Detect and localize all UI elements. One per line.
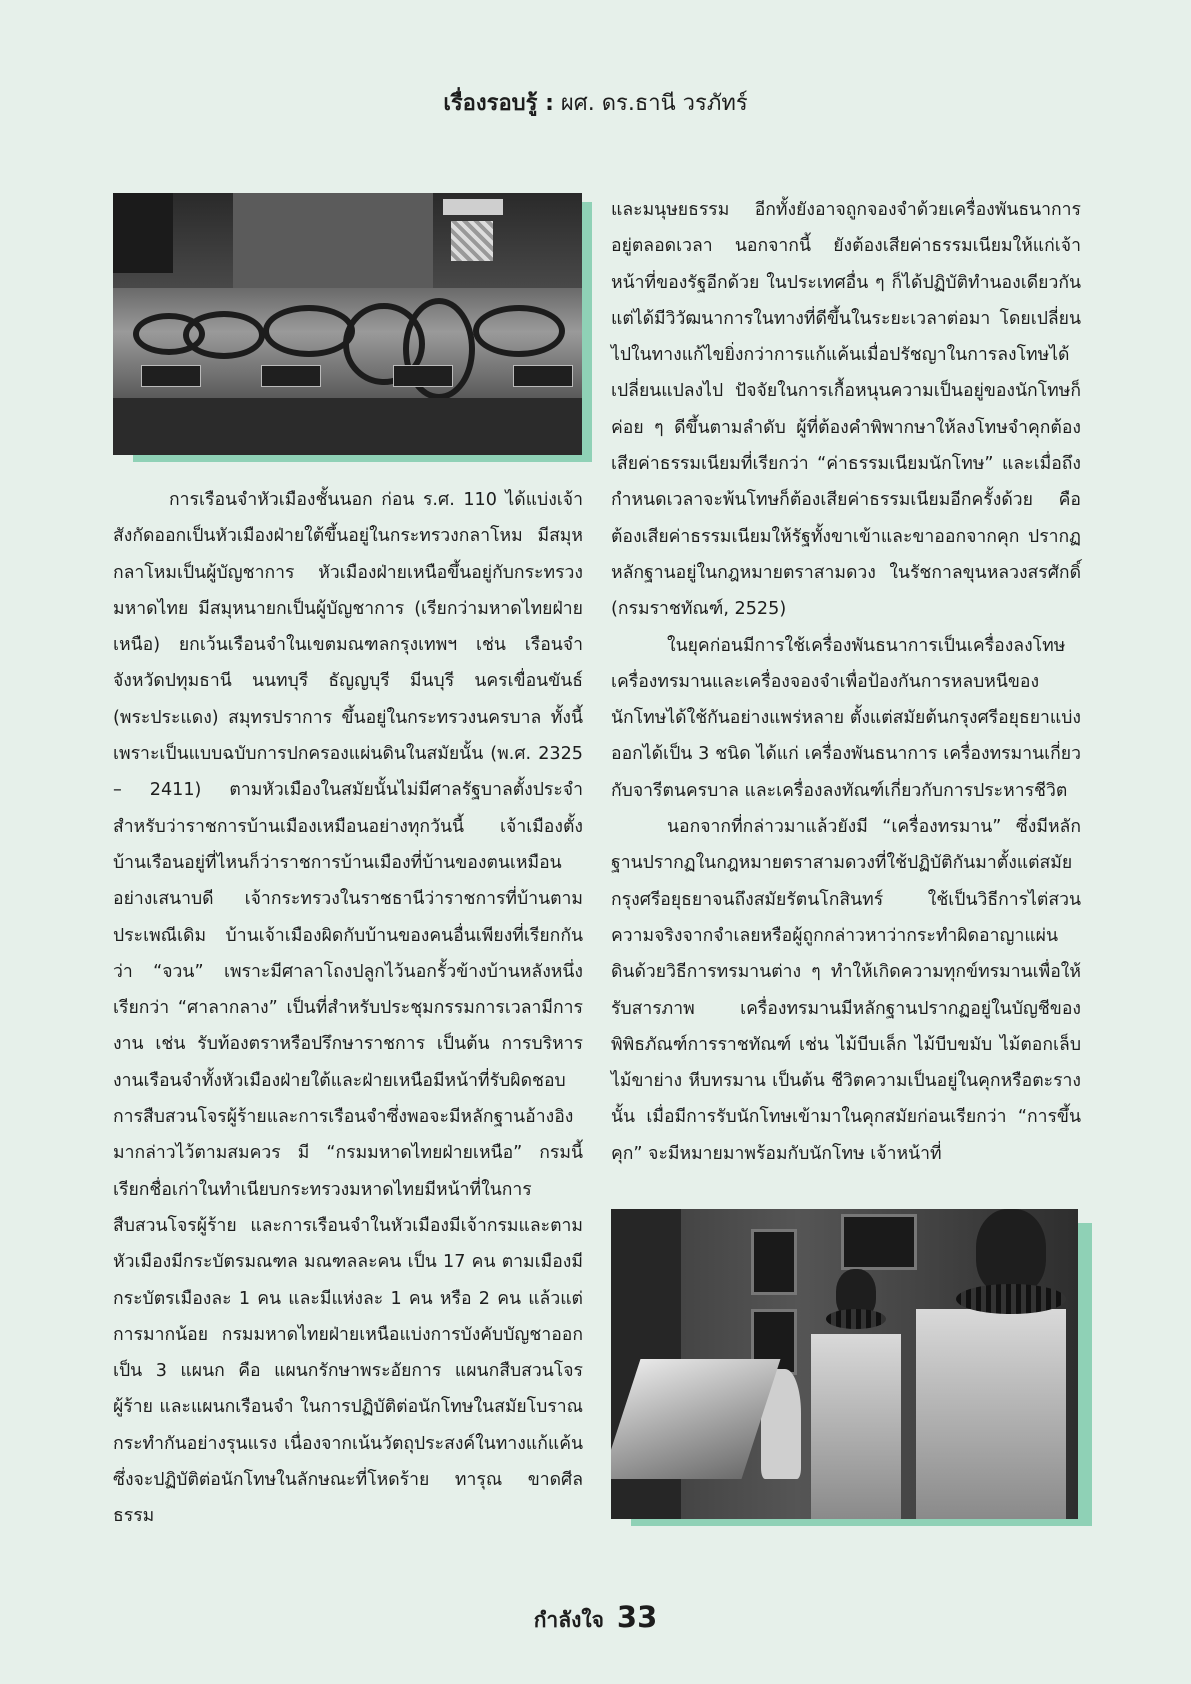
photo-bust-collar: [826, 1309, 886, 1329]
photo-bust-collar: [956, 1284, 1066, 1314]
page-header: [0, 88, 1191, 120]
photo-chair: [113, 193, 173, 273]
magazine-name: กำลังใจ: [533, 1608, 604, 1632]
photo-chains-exhibit: [113, 193, 582, 455]
article-left-column: [113, 482, 583, 1535]
exhibit-label: [513, 365, 573, 387]
photo-cabinet-base: [113, 398, 582, 455]
chain-ring: [183, 311, 265, 359]
photo-busts-exhibit: [611, 1209, 1078, 1519]
author-name: ผศ. ดร.ธานี วรภัทร์: [560, 91, 748, 116]
photo-bust-head: [976, 1209, 1046, 1294]
article-right-column: [611, 192, 1081, 1172]
photo-wall-frame: [841, 1214, 917, 1270]
photo-panel: [233, 193, 433, 288]
article-paragraph: นอกจากที่กล่าวมาแล้วยังมี “เครื่องทรมาน” ซึ่งมีหลักฐานปรากฏในกฎหมายตราสามดวงที่ใช้ปฏิบัติกันมาตั้งแต่สมัยกรุงศรีอยุธยาจนถึงสมัยรัตนโกสินทร์ ใช้เป็นวิธีการไต่สวนความจริงจากจำเลยหรือผู้ถูกกล่าวหาว่ากระทำผิดอาญาแผ่นดินด้วยวิธีการทรมานต่าง ๆ ทำให้เกิดความทุกข์ทรมานเพื่อให้รับสารภาพ เครื่องทรมานมีหลักฐานปรากฏอยู่ในบัญชีของพิพิธภัณฑ์การราชทัณฑ์ เช่น ไม้บีบเล็ก ไม้บีบขมับ ไม้ตอกเล็บ ไม้ขาย่าง หีบทรมาน เป็นต้น ชีวิตความเป็นอยู่ในคุกหรือตะรางนั้น เมื่อมีการรับนักโทษเข้ามาในคุกสมัยก่อนเรียกว่า “การขึ้นคุก” จะมีหมายมาพร้อมกับนักโทษ เจ้าหน้าที่: [611, 817, 1081, 1164]
photo-wall-frame: [751, 1229, 797, 1295]
page-number: 33: [616, 1600, 658, 1634]
photo-sign: [443, 199, 503, 215]
article-paragraph: และมนุษยธรรม อีกทั้งยังอาจถูกจองจำด้วยเครื่องพันธนาการอยู่ตลอดเวลา นอกจากนี้ ยังต้องเสียค่าธรรมเนียมให้แก่เจ้าหน้าที่ของรัฐอีกด้วย ในประเทศอื่น ๆ ก็ได้ปฏิบัติทำนองเดียวกัน แต่ได้มีวิวัฒนาการในทางที่ดีขึ้นในระยะเวลาต่อมา โดยเปลี่ยนไปในทางแก้ไขยิ่งกว่าการแก้แค้นเมื่อปรัชญาในการลงโทษได้เปลี่ยนแปลงไป ปัจจัยในการเกื้อหนุนความเป็นอยู่ของนักโทษก็ค่อย ๆ ดีขึ้นตามลำดับ ผู้ที่ต้องคำพิพากษาให้ลงโทษจำคุกต้องเสียค่าธรรมเนียมที่เรียกว่า “ค่าธรรมเนียมนักโทษ” และเมื่อถึงกำหนดเวลาจะพ้นโทษก็ต้องเสียค่าธรรมเนียมอีกครั้งด้วย คือต้องเสียค่าธรรมเนียมให้รัฐทั้งขาเข้าและขาออกจากคุก ปรากฏหลักฐานอยู่ในกฎหมายตราสามดวง ในรัชกาลขุนหลวงสรศักดิ์ (กรมราชทัณฑ์, 2525): [611, 200, 1081, 620]
exhibit-label: [393, 365, 453, 387]
photo-map: [451, 221, 493, 261]
article-paragraph: ในยุคก่อนมีการใช้เครื่องพันธนาการเป็นเครื่องลงโทษเครื่องทรมานและเครื่องจองจำเพื่อป้องกันการหลบหนีของนักโทษได้ใช้กันอย่างแพร่หลาย ตั้งแต่สมัยต้นกรุงศรีอยุธยาแบ่งออกได้เป็น 3 ชนิด ได้แก่ เครื่องพันธนาการ เครื่องทรมานเกี่ยวกับจารีตนครบาล และเครื่องลงทัณฑ์เกี่ยวกับการประหารชีวิต: [611, 635, 1081, 801]
chain-ring: [473, 305, 565, 357]
exhibit-label: [261, 365, 321, 387]
chain-ring: [263, 305, 355, 357]
column-name: เรื่องรอบรู้ :: [443, 91, 554, 116]
photo-pedestal: [916, 1309, 1066, 1519]
photo-pedestal: [811, 1334, 901, 1519]
page-footer: [0, 1597, 1191, 1641]
article-paragraph: การเรือนจำหัวเมืองชั้นนอก ก่อน ร.ศ. 110 ได้แบ่งเจ้าสังกัดออกเป็นหัวเมืองฝ่ายใต้ขึ้นอยู่ในกระทรวงกลาโหม มีสมุหกลาโหมเป็นผู้บัญชาการ หัวเมืองฝ่ายเหนือขึ้นอยู่กับกระทรวงมหาดไทย มีสมุหนายกเป็นผู้บัญชาการ (เรียกว่ามหาดไทยฝ่ายเหนือ) ยกเว้นเรือนจำในเขตมณฑลกรุงเทพฯ เช่น เรือนจำจังหวัดปทุมธานี นนทบุรี ธัญญบุรี มีนบุรี นครเขื่อนขันธ์ (พระประแดง) สมุทรปราการ ขึ้นอยู่ในกระทรวงนครบาล ทั้งนี้ เพราะเป็นแบบฉบับการปกครองแผ่นดินในสมัยนั้น (พ.ศ. 2325 – 2411) ตามหัวเมืองในสมัยนั้นไม่มีศาลรัฐบาลตั้งประจำสำหรับว่าราชการบ้านเมืองเหมือนอย่างทุกวันนี้ เจ้าเมืองตั้งบ้านเรือนอยู่ที่ไหนก็ว่าราชการบ้านเมืองที่บ้านของตนเหมือนอย่างเสนาบดี เจ้ากระทรวงในราชธานีว่าราชการที่บ้านตามประเพณีเดิม บ้านเจ้าเมืองผิดกับบ้านของคนอื่นเพียงที่เรียกกันว่า “จวน” เพราะมีศาลาโถงปลูกไว้นอกรั้วข้างบ้านหลังหนึ่งเรียกว่า “ศาลากลาง” เป็นที่สำหรับประชุมกรรมการเวลามีการงาน เช่น รับท้องตราหรือปรึกษาราชการ เป็นต้น การบริหารงานเรือนจำทั้งหัวเมืองฝ่ายใต้และฝ่ายเหนือมีหน้าที่รับผิดชอบการสืบสวนโจรผู้ร้ายและการเรือนจำซึ่งพอจะมีหลักฐานอ้างอิงมากล่าวไว้ตามสมควร มี “กรมมหาดไทยฝ่ายเหนือ” กรมนี้เรียกชื่อเก่าในทำเนียบกระทรวงมหาดไทยมีหน้าที่ในการสืบสวนโจรผู้ร้าย และการเรือนจำในหัวเมืองมีเจ้ากรมและตามหัวเมืองมีกระบัตรมณฑล มณฑลละคน เป็น 17 คน ตามเมืองมีกระบัตรเมืองละ 1 คน และมีแห่งละ 1 คน หรือ 2 คน แล้วแต่การมากน้อย กรมมหาดไทยฝ่ายเหนือแบ่งการบังคับบัญชาออกเป็น 3 แผนก คือ แผนกรักษาพระอัยการ แผนกสืบสวนโจรผู้ร้าย และแผนกเรือนจำ ในการปฏิบัติต่อนักโทษในสมัยโบราณกระทำกันอย่างรุนแรง เนื่องจากเน้นวัตถุประสงค์ในทางแก้แค้น ซึ่งจะปฏิบัติต่อนักโทษในลักษณะที่โหดร้าย ทารุณ ขาดศีลธรรม: [113, 490, 583, 1527]
exhibit-label: [141, 365, 201, 387]
